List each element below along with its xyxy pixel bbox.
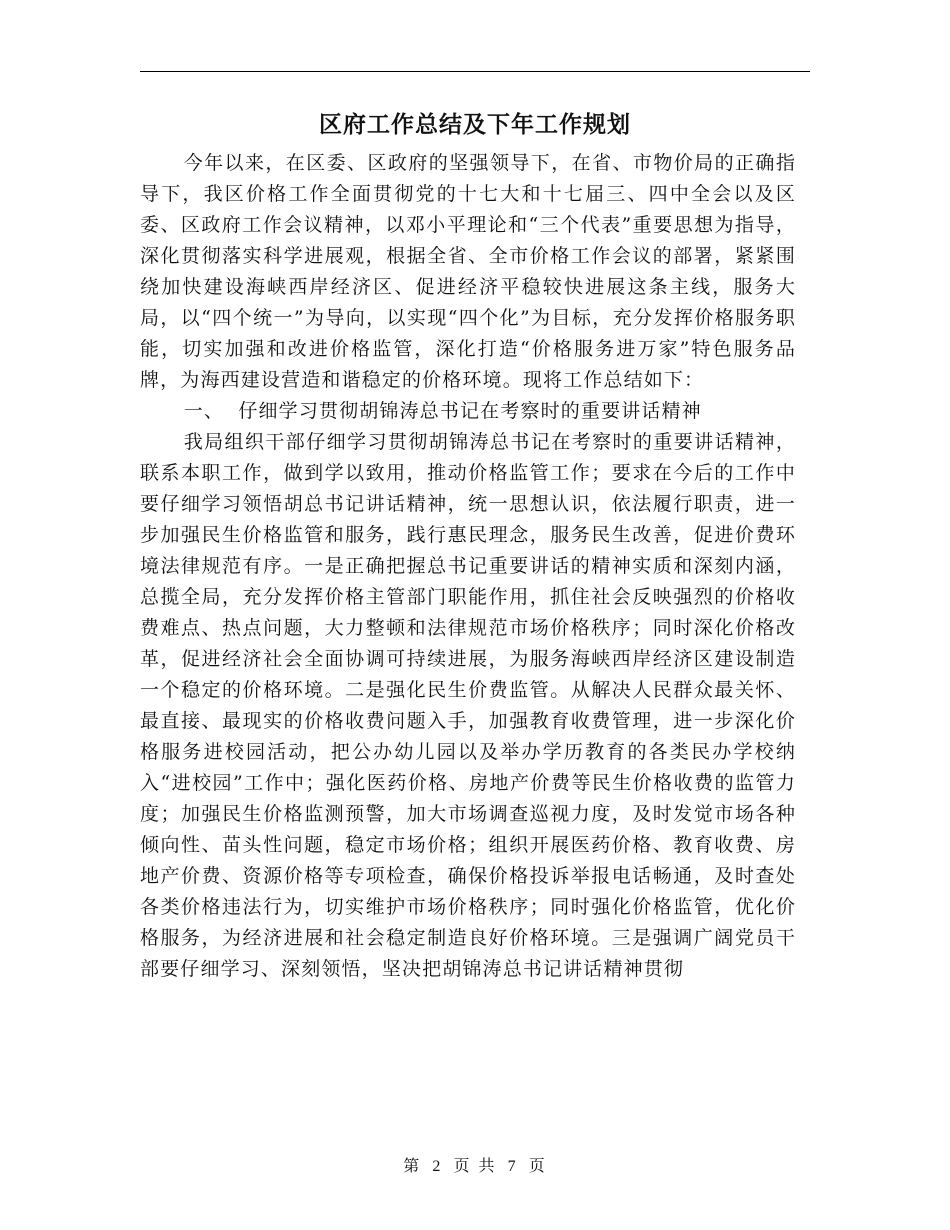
footer-middle: 页 共	[453, 1156, 497, 1175]
document-title: 区府工作总结及下年工作规划	[319, 111, 631, 138]
current-page-number: 2	[432, 1158, 443, 1175]
footer-prefix: 第	[403, 1156, 422, 1175]
document-body	[140, 148, 796, 985]
section-paragraph: 我局组织干部仔细学习贯彻胡锦涛总书记在考察时的重要讲话精神，联系本职工作，做到学以致用，推动价格监管工作；要求在今后的工作中要仔细学习领悟胡总书记讲话精神，统一思想认识，依法履行职责，进一步加强民生价格监管和服务，践行惠民理念，服务民生改善，促进价费环境法律规范有序。一是正确把握总书记重要讲话的精神实质和深刻内涵，总揽全局，充分发挥价格主管部门职能作用，抓住社会反映强烈的价格收费难点、热点问题，大力整顿和法律规范市场价格秩序；同时深化价格改革，促进经济社会全面协调可持续进展，为服务海峡西岸经济区建设制造一个稳定的价格环境。二是强化民生价费监管。从解决人民群众最关怀、最直接、最现实的价格收费问题入手，加强教育收费管理，进一步深化价格服务进校园活动，把公办幼儿园以及举办学历教育的各类民办学校纳入“进校园”工作中；强化医药价格、房地产价费等民生价格收费的监管力度；加强民生价格监测预警，加大市场调查巡视力度，及时发觉市场各种倾向性、苗头性问题，稳定市场价格；组织开展医药价格、教育收费、房地产价费、资源价格等专项检查，确保价格投诉举报电话畅通，及时查处各类价格违法行为，切实维护市场价格秩序；同时强化价格监管，优化价格服务，为经济进展和社会稳定制造良好价格环境。三是强调广阔党员干部要仔细学习、深刻领悟，坚决把胡锦涛总书记讲话精神贯彻	[140, 431, 796, 980]
footer-suffix: 页	[528, 1156, 547, 1175]
header-rule	[140, 71, 810, 72]
page-footer	[0, 1153, 950, 1176]
intro-paragraph: 今年以来，在区委、区政府的坚强领导下，在省、市物价局的正确指导下，我区价格工作全面贯彻党的十七大和十七届三、四中全会以及区委、区政府工作会议精神，以邓小平理论和“三个代表”重要思想为指导，深化贯彻落实科学进展观，根据全省、全市价格工作会议的部署，紧紧围绕加快建设海峡西岸经济区、促进经济平稳较快进展这条主线，服务大局，以“四个统一”为导向，以实现“四个化”为目标，充分发挥价格服务职能，切实加强和改进价格监管，深化打造“价格服务进万家”特色服务品牌，为海西建设营造和谐稳定的价格环境。现将工作总结如下：	[140, 152, 796, 391]
section-heading: 一、 仔细学习贯彻胡锦涛总书记在考察时的重要讲话精神	[183, 400, 702, 422]
total-pages-number: 7	[507, 1158, 518, 1175]
